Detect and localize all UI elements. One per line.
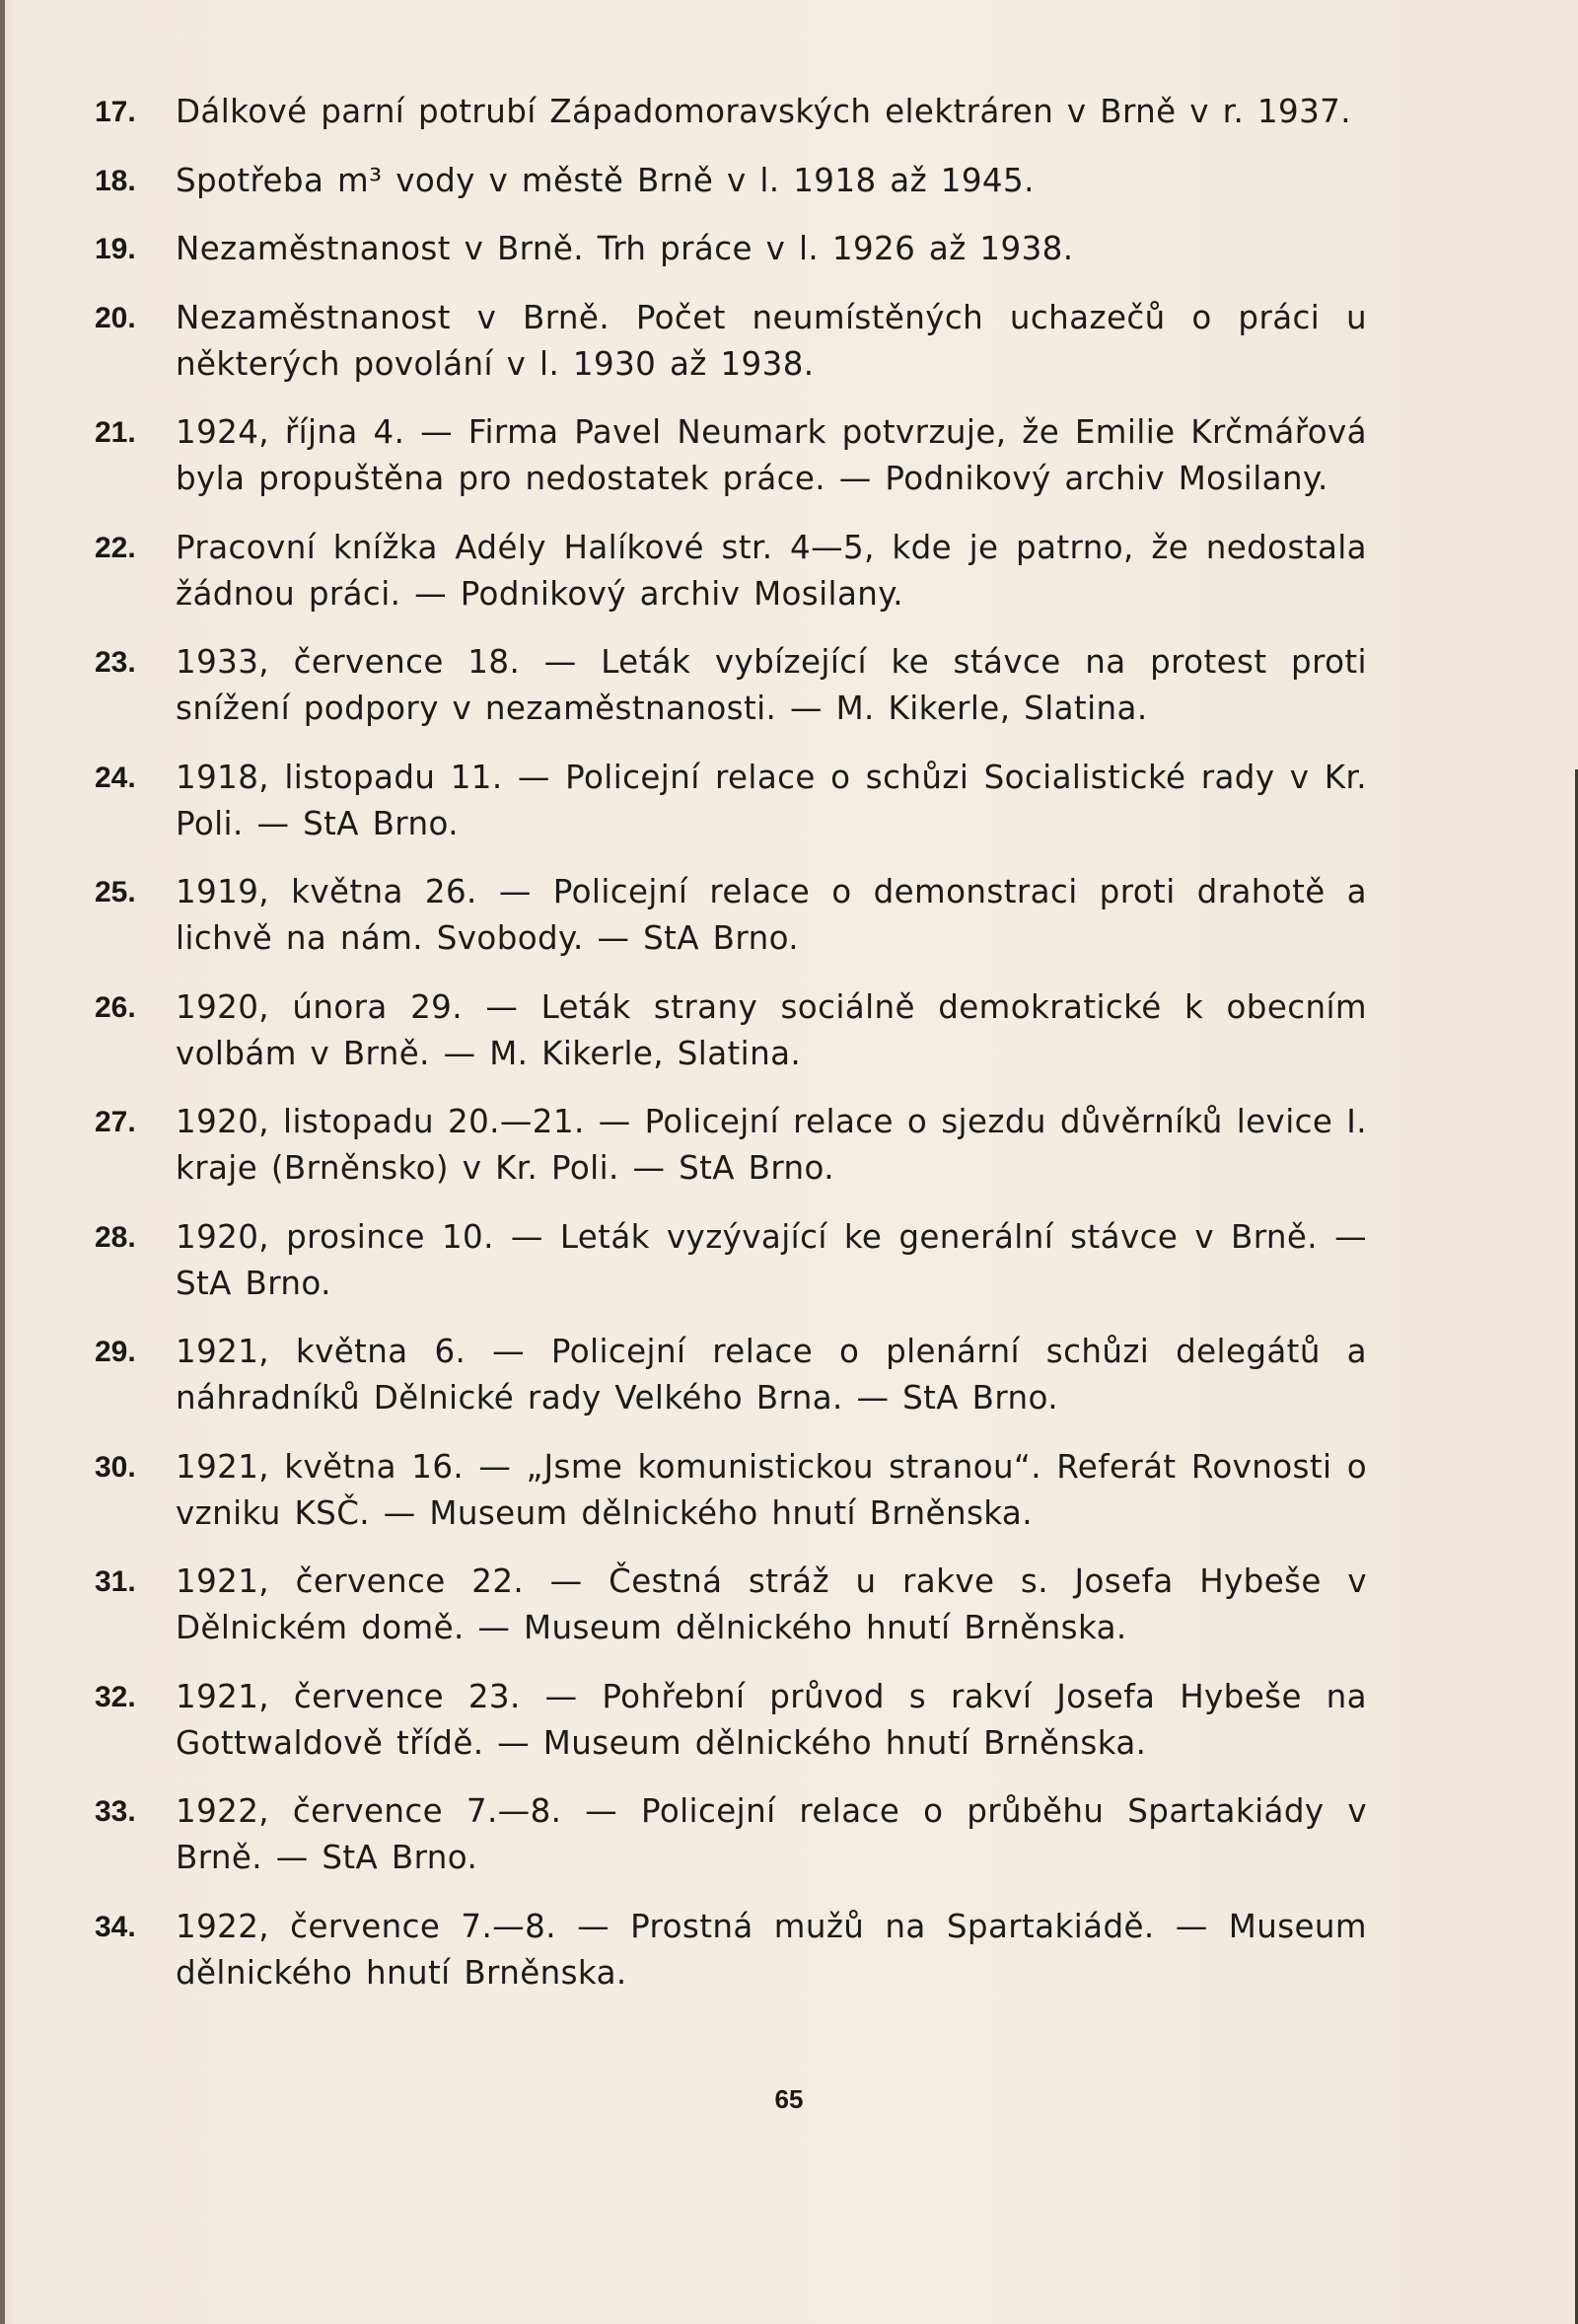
item-number: 26.	[95, 990, 136, 1024]
list-item	[95, 984, 1367, 1077]
page-number: 65	[774, 2084, 804, 2114]
item-text: 1921, července 22. — Čestná stráž u rakve s. Josefa Hybeše v Dělnickém domě. — Museum dělnického hnutí Brněnska.	[176, 1562, 1367, 1646]
item-text: 1921, května 6. — Policejní relace o plenární schůzi delegátů a náhradníků Dělnické rady Velkého Brna. — StA Brno.	[176, 1333, 1367, 1416]
item-text: Pracovní knížka Adély Halíkové str. 4—5, kde je patrno, že nedostala žádnou práci. — Podnikový archiv Mosilany.	[176, 528, 1367, 613]
item-number: 27.	[95, 1106, 136, 1138]
list-item	[95, 1559, 1367, 1651]
list-item	[95, 1099, 1367, 1192]
list-item	[95, 1214, 1367, 1307]
list-item	[95, 409, 1367, 502]
list-item	[95, 1674, 1367, 1767]
list-item	[95, 226, 1367, 272]
item-text: 1924, října 4. — Firma Pavel Neumark potvrzuje, že Emilie Krčmářová byla propuštěna pro nedostatek práce. — Podnikový archiv Mosilany.	[176, 413, 1367, 497]
item-text: 1921, května 16. — „Jsme komunistickou stranou“. Referát Rovnosti o vzniku KSČ. — Museum dělnického hnutí Brněnska.	[176, 1447, 1367, 1532]
item-text: 1920, listopadu 20.—21. — Policejní relace o sjezdu důvěrníků levice I. kraje (Brněnsko) v Kr. Poli. — StA Brno.	[176, 1103, 1367, 1187]
item-text: 1921, července 23. — Pohřební průvod s rakví Josefa Hybeše na Gottwaldově třídě. — Museum dělnického hnutí Brněnska.	[176, 1677, 1367, 1762]
list-item	[95, 89, 1367, 135]
item-number: 28.	[95, 1220, 136, 1254]
item-text: Dálkové parní potrubí Západomoravských elektráren v Brně v r. 1937.	[176, 93, 1351, 130]
item-number: 31.	[95, 1565, 136, 1598]
list-item	[95, 295, 1367, 388]
list-item	[95, 1444, 1367, 1537]
item-number: 32.	[95, 1680, 136, 1713]
item-number: 23.	[95, 646, 136, 679]
caption-list	[95, 89, 1367, 2018]
item-number: 22.	[95, 531, 136, 564]
item-number: 34.	[95, 1910, 136, 1943]
list-item	[95, 1788, 1367, 1881]
item-number: 25.	[95, 876, 136, 908]
item-text: 1922, července 7.—8. — Policejní relace o průběhu Spartakiády v Brně. — StA Brno.	[176, 1792, 1367, 1876]
item-text: 1920, února 29. — Leták strany sociálně demokratické k obecním volbám v Brně. — M. Kikerle, Slatina.	[176, 987, 1367, 1072]
list-item	[95, 1904, 1367, 1997]
list-item	[95, 755, 1367, 847]
item-text: Spotřeba m³ vody v městě Brně v l. 1918 až 1945.	[176, 161, 1035, 199]
item-number: 18.	[95, 164, 136, 197]
item-text: 1922, července 7.—8. — Prostná mužů na Spartakiádě. — Museum dělnického hnutí Brněnska.	[176, 1907, 1367, 1992]
item-number: 30.	[95, 1450, 136, 1484]
item-text: 1920, prosince 10. — Leták vyzývající ke generální stávce v Brně. — StA Brno.	[176, 1217, 1367, 1302]
item-text: 1918, listopadu 11. — Policejní relace o schůzi Socialistické rady v Kr. Poli. — StA Brno.	[176, 758, 1367, 842]
list-item	[95, 869, 1367, 962]
list-item	[95, 158, 1367, 204]
item-number: 17.	[95, 96, 136, 128]
item-text: Nezaměstnanost v Brně. Počet neumístěných uchazečů o práci u některých povolání v l. 1930 až 1938.	[176, 298, 1367, 383]
list-item	[95, 1329, 1367, 1421]
page-spine-edge	[0, 0, 5, 2324]
item-text: 1919, května 26. — Policejní relace o demonstraci proti drahotě a lichvě na nám. Svobody. — StA Brno.	[176, 873, 1367, 957]
item-number: 20.	[95, 301, 136, 334]
item-text: Nezaměstnanost v Brně. Trh práce v l. 1926 až 1938.	[176, 230, 1074, 267]
item-number: 29.	[95, 1336, 136, 1368]
item-number: 33.	[95, 1795, 136, 1828]
list-item	[95, 639, 1367, 732]
item-number: 21.	[95, 416, 136, 449]
item-number: 19.	[95, 233, 136, 265]
item-number: 24.	[95, 761, 136, 794]
item-text: 1933, července 18. — Leták vybízející ke stávce na protest proti snížení podpory v nezaměstnanosti. — M. Kikerle, Slatina.	[176, 643, 1367, 727]
list-item	[95, 525, 1367, 617]
